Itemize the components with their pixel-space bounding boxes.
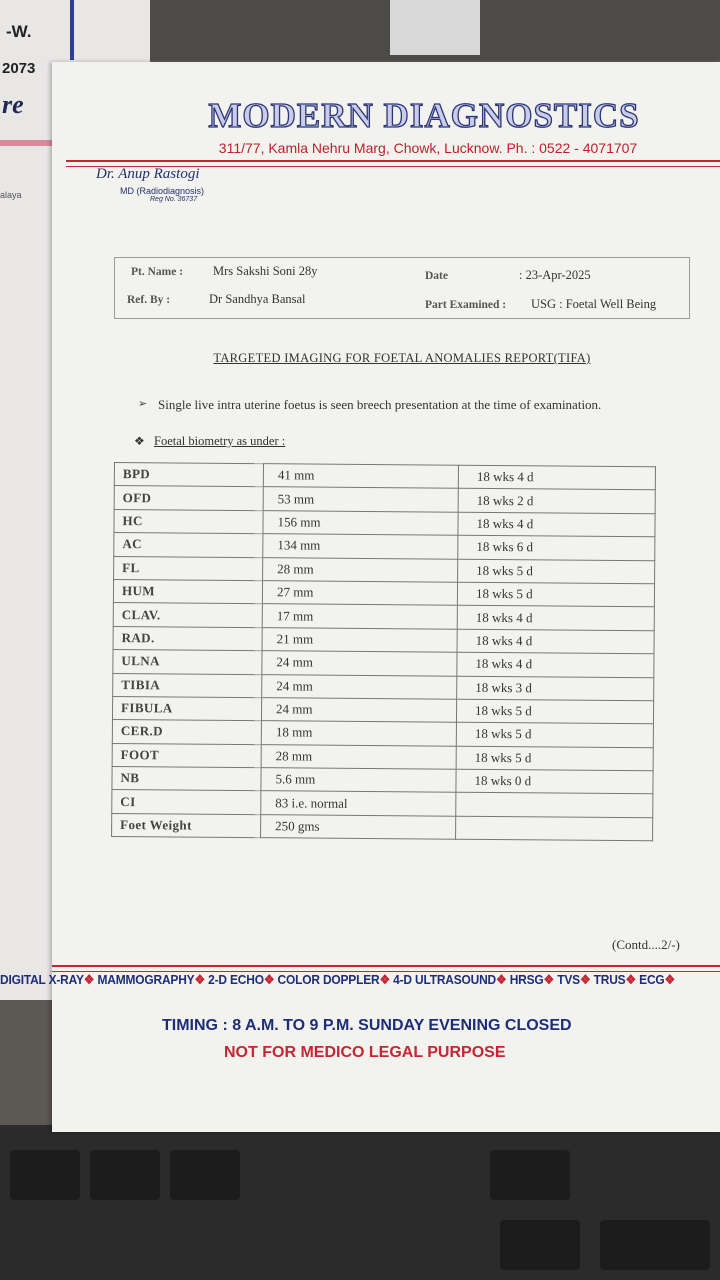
diamond-separator-icon: ❖ (579, 972, 591, 987)
part-examined-label: Part Examined : (425, 299, 507, 311)
diamond-separator-icon: ❖ (379, 972, 391, 987)
patient-info-box (114, 257, 690, 319)
biometry-parameter: OFD (114, 486, 263, 511)
service-item: COLOR DOPPLER (277, 972, 380, 987)
clinic-address: 311/77, Kamla Nehru Marg, Chowk, Lucknow. Ph. : 0522 - 4071707 (218, 140, 638, 156)
biometry-parameter: HUM (113, 579, 262, 604)
biometry-gestational-age (456, 793, 653, 818)
background-sheet-text: -W. (6, 22, 32, 41)
biometry-parameter: RAD. (113, 626, 262, 651)
service-item: ECG (639, 972, 665, 987)
timing-text: TIMING : 8 A.M. TO 9 P.M. SUNDAY EVENING CLOSED (162, 1017, 572, 1034)
biometry-gestational-age: 18 wks 5 d (456, 746, 653, 771)
keyboard-key (90, 1150, 160, 1200)
diamond-separator-icon: ❖ (664, 972, 676, 987)
biometry-gestational-age: 18 wks 4 d (458, 512, 655, 537)
biometry-gestational-age: 18 wks 5 d (456, 722, 653, 747)
biometry-table (111, 462, 656, 841)
biometry-measurement: 24 mm (262, 651, 457, 676)
keyboard-key (600, 1220, 710, 1270)
biometry-parameter: CER.D (112, 720, 261, 745)
biometry-measurement: 18 mm (261, 721, 456, 746)
keyboard-key (490, 1150, 570, 1200)
biometry-parameter: CLAV. (113, 603, 262, 628)
biometry-gestational-age: 18 wks 4 d (457, 652, 654, 677)
biometry-measurement: 156 mm (263, 510, 458, 535)
biometry-measurement: 28 mm (261, 744, 456, 769)
referred-by-label: Ref. By : (127, 294, 171, 306)
biometry-gestational-age: 18 wks 4 d (457, 606, 654, 631)
diamond-separator-icon: ❖ (263, 972, 275, 987)
biometry-parameter: Foet Weight (112, 813, 261, 838)
biometry-parameter: FL (114, 556, 263, 581)
clinic-name: MODERN DIAGNOSTICS (208, 96, 640, 135)
biometry-measurement: 83 i.e. normal (261, 791, 456, 816)
background-sheet-text: alaya (0, 190, 22, 200)
footer-divider (52, 965, 720, 972)
biometry-parameter: NB (112, 767, 261, 792)
service-item: MAMMOGRAPHY (97, 972, 195, 987)
diamond-separator-icon: ❖ (83, 972, 95, 987)
doctor-name: Dr. Anup Rastogi (96, 166, 200, 182)
biometry-measurement: 21 mm (262, 627, 457, 652)
service-item: TVS (557, 972, 580, 987)
biometry-measurement: 17 mm (262, 604, 457, 629)
biometry-gestational-age: 18 wks 5 d (458, 559, 655, 584)
service-item: 4-D ULTRASOUND (393, 972, 497, 987)
biometry-measurement: 24 mm (261, 698, 456, 723)
service-item: DIGITAL X-RAY (0, 972, 84, 987)
arrow-bullet-icon: ➢ (138, 398, 148, 410)
biometry-gestational-age: 18 wks 4 d (457, 629, 654, 654)
biometry-heading: Foetal biometry as under : (154, 434, 286, 448)
background-object (390, 0, 480, 55)
diamond-separator-icon: ❖ (625, 972, 637, 987)
biometry-gestational-age: 18 wks 0 d (456, 769, 653, 794)
service-item: HRSG (509, 972, 544, 987)
services-list (0, 972, 718, 988)
biometry-measurement: 28 mm (263, 557, 458, 582)
biometry-parameter: HC (114, 509, 263, 534)
keyboard (0, 1125, 720, 1280)
findings-text: Single live intra uterine foetus is seen breech presentation at the time of examination. (158, 397, 602, 412)
biometry-gestational-age: 18 wks 6 d (458, 535, 655, 560)
biometry-gestational-age (456, 816, 653, 841)
biometry-measurement: 27 mm (262, 581, 457, 606)
biometry-gestational-age: 18 wks 4 d (458, 465, 655, 490)
biometry-measurement: 41 mm (263, 464, 458, 489)
date-label: Date (425, 270, 448, 282)
background-sheet-text: re (2, 90, 24, 119)
background-sheet-text: 2073 (2, 60, 36, 77)
keyboard-key (500, 1220, 580, 1270)
diamond-separator-icon: ❖ (194, 972, 206, 987)
report-title: TARGETED IMAGING FOR FOETAL ANOMALIES REPORT(TIFA) (213, 351, 591, 365)
referred-by-value: Dr Sandhya Bansal (209, 292, 306, 306)
patient-name-label: Pt. Name : (131, 266, 184, 278)
biometry-table-body (112, 463, 656, 841)
biometry-measurement: 5.6 mm (261, 768, 456, 793)
biometry-parameter: TIBIA (113, 673, 262, 698)
biometry-gestational-age: 18 wks 5 d (457, 582, 654, 607)
keyboard-key (10, 1150, 80, 1200)
biometry-measurement: 53 mm (263, 487, 458, 512)
biometry-parameter: AC (114, 533, 263, 558)
diamond-separator-icon: ❖ (543, 972, 555, 987)
biometry-measurement: 134 mm (263, 534, 458, 559)
diamond-bullet-icon: ❖ (134, 434, 145, 448)
legal-note: NOT FOR MEDICO LEGAL PURPOSE (224, 1044, 506, 1061)
biometry-parameter: FIBULA (112, 696, 261, 721)
background-sheet-stripe (70, 0, 74, 60)
biometry-row (112, 813, 653, 841)
doctor-registration: Reg No. 36737 (150, 196, 198, 203)
biometry-parameter: FOOT (112, 743, 261, 768)
date-value: : 23-Apr-2025 (519, 268, 591, 282)
doctor-degree: MD (Radiodiagnosis) (120, 186, 205, 196)
biometry-parameter: CI (112, 790, 261, 815)
biometry-gestational-age: 18 wks 2 d (458, 489, 655, 514)
diamond-separator-icon: ❖ (496, 972, 507, 987)
biometry-measurement: 250 gms (261, 815, 456, 840)
biometry-gestational-age: 18 wks 3 d (457, 676, 654, 701)
part-examined-value: USG : Foetal Well Being (531, 297, 657, 311)
continued-note: (Contd....2/-) (612, 937, 680, 952)
service-item: TRUS (593, 972, 626, 987)
biometry-measurement: 24 mm (262, 674, 457, 699)
service-item: 2-D ECHO (208, 972, 264, 987)
keyboard-key (170, 1150, 240, 1200)
biometry-gestational-age: 18 wks 5 d (456, 699, 653, 724)
biometry-parameter: BPD (114, 463, 263, 488)
biometry-parameter: ULNA (113, 650, 262, 675)
patient-name-value: Mrs Sakshi Soni 28y (213, 264, 318, 278)
